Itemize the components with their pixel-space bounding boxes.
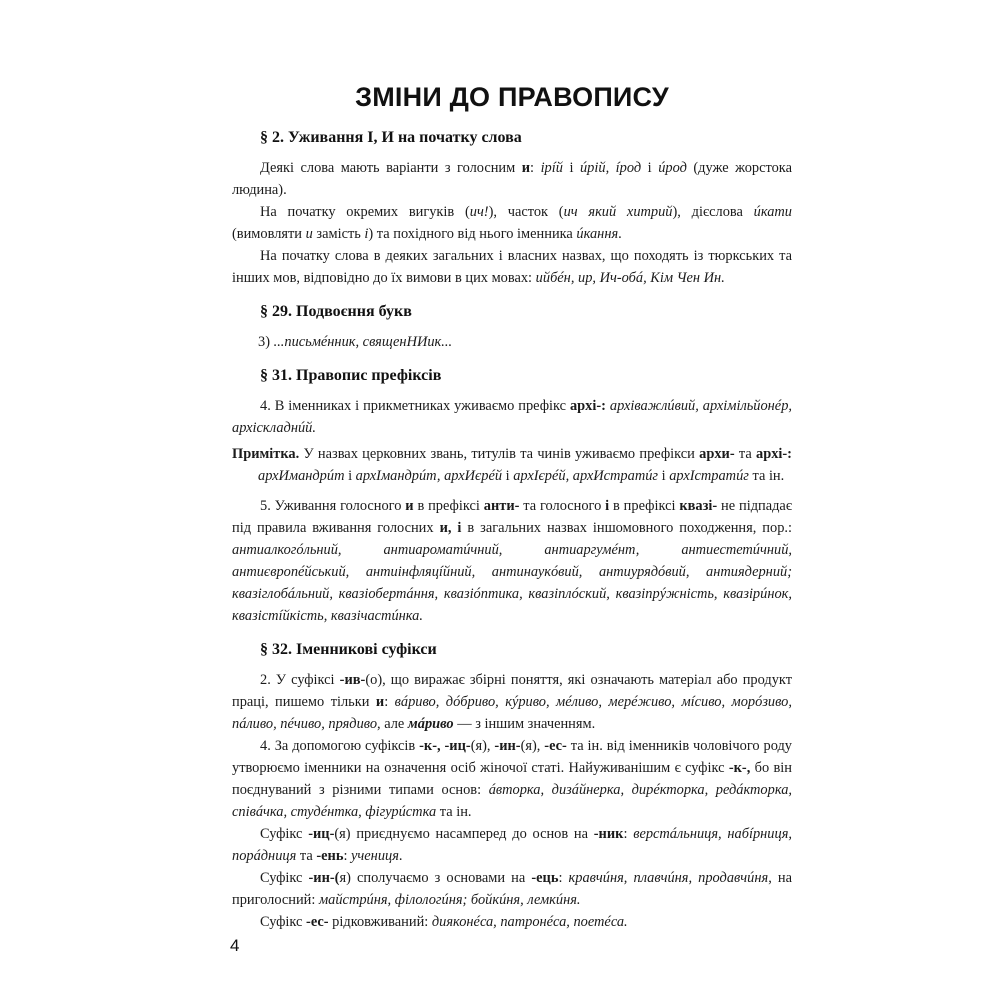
text-run: і	[641, 160, 659, 176]
paragraph	[232, 911, 792, 933]
text-run: и	[521, 160, 531, 176]
paragraph	[232, 735, 792, 823]
text-run: -к-, -иц-	[419, 738, 471, 754]
paragraph	[232, 157, 792, 201]
text-run: úкання	[576, 226, 619, 242]
text-run: Примітка.	[232, 446, 300, 462]
text-run: антиалкогóльний, антиароматúчний, антиаргумéнт, антиестетúчний, антиєвропéйський, антиінфляцíйний, антинаукóвий, антиурядóвий, антиядерний; квазіглобáльний, квазіобертáння, квазіóптика, квазіплóский, квазіпрýжність, квазірúнок, квазістíйкість, квазічастúнка.	[232, 542, 792, 624]
text-run: úрод	[658, 160, 687, 176]
text-run: замість	[312, 226, 365, 242]
section-heading-2: § 2. Уживання І, И на початку слова	[260, 129, 522, 146]
text-run: архіважлúвий, архімільйонéр, архіскладнúй.	[232, 398, 792, 436]
text-run: -ес-	[306, 914, 329, 930]
text-run: и	[405, 498, 414, 514]
paragraph	[232, 669, 792, 735]
text-run: -ес-	[544, 738, 567, 754]
section-heading-32: § 32. Іменникові суфікси	[260, 641, 437, 658]
text-run: úрій, íрод	[579, 160, 642, 176]
bold-run	[408, 716, 454, 732]
text-run: -ень	[316, 848, 344, 864]
text-run: (я),	[470, 738, 495, 754]
text-run: майстрúня, філологúня; бойкúня, лемкúня.	[318, 892, 581, 908]
text-run: та	[734, 446, 756, 462]
text-run: кравчúня, плавчúня, продавчúня	[568, 870, 769, 886]
text-run: квазі-	[679, 498, 718, 514]
text-run: в префіксі	[413, 498, 484, 514]
text-run: На початку окремих вигуків (	[260, 204, 470, 220]
text-run: не підпадає під правила вживання голосних	[232, 498, 792, 536]
text-run: архі-:	[756, 446, 792, 462]
text-run: Суфікс	[260, 826, 309, 842]
text-run: .	[618, 226, 622, 242]
text-run: ірíй	[540, 160, 563, 176]
text-run: Суфікс	[260, 914, 307, 930]
text-run: ийбéн, ир, Ич-обá, Кім Чен Ин.	[535, 270, 725, 286]
text-run: Суфікс	[260, 870, 309, 886]
text-run: , але	[377, 716, 408, 732]
text-run: я) сполучаємо з основами на	[339, 870, 532, 886]
document-page	[232, 72, 792, 933]
text-run: анти-	[483, 498, 520, 514]
text-run: учениця	[351, 848, 399, 864]
text-run: мáриво	[407, 716, 454, 732]
text-run: і	[605, 498, 610, 514]
text-run: та ін. від іменників чоловічого роду утворюємо іменники на означення осіб жіночої статі. Найуживанішим є суфікс	[232, 738, 793, 776]
section-heading-31: § 31. Правопис префіксів	[260, 367, 442, 384]
text-run: бо він поєднуваний з різними типами основ:	[232, 760, 792, 798]
text-run: та ін.	[436, 804, 472, 820]
text-run: (дуже жорстока людина).	[232, 160, 792, 198]
text-run: -ив-	[339, 672, 366, 688]
text-run: архИмандрúт	[258, 468, 345, 484]
text-run: и	[375, 694, 385, 710]
text-run: архІмандрúт, архИєрéй	[355, 468, 503, 484]
text-run: верстáльниця, набíрниця, порáдниця	[232, 826, 792, 864]
text-run: і	[502, 468, 514, 484]
note-paragraph	[232, 443, 792, 487]
text-run: архІстратúг	[669, 468, 749, 484]
paragraph	[232, 201, 792, 245]
text-run: і	[562, 160, 580, 176]
text-run: -к-,	[728, 760, 751, 776]
text-run: :	[343, 848, 352, 864]
text-run: На початку слова в деяких загальних і власних назвах, що походять із тюркських та інших мов, відповідно до їх вимови в цих мовах:	[232, 248, 792, 286]
text-run: :	[384, 694, 395, 710]
text-run: и	[305, 226, 313, 242]
text-run: 4. За допомогою суфіксів	[260, 738, 420, 754]
text-run: — з іншим значенням.	[453, 716, 596, 732]
text-run: Деякі слова мають варіанти з голосним	[260, 160, 522, 176]
text-run: ич!	[469, 204, 489, 220]
paragraph	[232, 823, 792, 867]
text-run: -ник	[593, 826, 624, 842]
text-run: та	[296, 848, 317, 864]
text-run: (о), що виражає збірні поняття, які означають матеріал або продукт праці, пишемо тільки	[232, 672, 793, 710]
page-number: 4	[230, 936, 240, 955]
text-run: (я) приєднуємо насамперед до основ на	[334, 826, 594, 842]
text-run: і	[658, 468, 670, 484]
page-title: ЗМІНИ ДО ПРАВОПИСУ	[355, 82, 669, 112]
text-run: дияконéса, патронéса, поетéса.	[431, 914, 628, 930]
text-run: 4. В іменниках і прикметниках уживаємо префікс	[260, 398, 570, 414]
text-run: .	[398, 848, 403, 864]
paragraph	[232, 245, 792, 289]
text-run: вáриво, дóбриво, кýриво, мéливо, мерéживо, мíсиво, морóзиво, пáливо, пéчиво, прядиво	[232, 694, 792, 732]
text-run: (я),	[520, 738, 545, 754]
text-run: ) та похідного від нього іменника	[368, 226, 577, 242]
text-run: в загальних назвах іншомовного походження, пор.:	[461, 520, 792, 536]
text-run: в префіксі	[609, 498, 680, 514]
text-run: 3)	[258, 334, 274, 350]
paragraph	[232, 867, 792, 911]
text-run: -ин-(	[308, 870, 340, 886]
text-run: áвторка, дизáйнерка, дирéкторка, редáкторка, співáчка, студéнтка, фігурúстка	[232, 782, 792, 820]
text-run: У назвах церковних звань, титулів та чинів уживаємо префікси	[299, 446, 700, 462]
text-run: рідковживаний:	[328, 914, 432, 930]
text-run: ...письмéнник, священНИик...	[273, 334, 453, 350]
text-run: і	[344, 468, 356, 484]
text-run: :	[558, 870, 569, 886]
text-run: (вимовляти	[232, 226, 306, 242]
text-run: -ин-	[494, 738, 521, 754]
text-run: ), часток (	[488, 204, 564, 220]
text-run: , на приголосний:	[232, 870, 792, 908]
section-heading-29: § 29. Подвоєння букв	[260, 303, 412, 320]
text-run: -иц-	[308, 826, 335, 842]
text-run: 2. У суфіксі	[260, 672, 340, 688]
text-run: и, і	[439, 520, 462, 536]
text-run: архі-:	[569, 398, 606, 414]
text-run: архІєрéй, архИстратúг	[513, 468, 659, 484]
text-run: ич який хитрий	[563, 204, 673, 220]
text-run: -ець	[531, 870, 559, 886]
paragraph	[232, 495, 792, 627]
text-run: і	[364, 226, 369, 242]
text-run: та голосного	[519, 498, 606, 514]
paragraph	[232, 331, 792, 353]
text-run: úкати	[753, 204, 792, 220]
text-run: архи-	[699, 446, 735, 462]
text-run: та ін.	[748, 468, 785, 484]
text-run: :	[530, 160, 541, 176]
text-run: 5. Уживання голосного	[260, 498, 406, 514]
paragraph	[232, 395, 792, 439]
text-run: :	[623, 826, 634, 842]
text-run: ), дієслова	[672, 204, 754, 220]
